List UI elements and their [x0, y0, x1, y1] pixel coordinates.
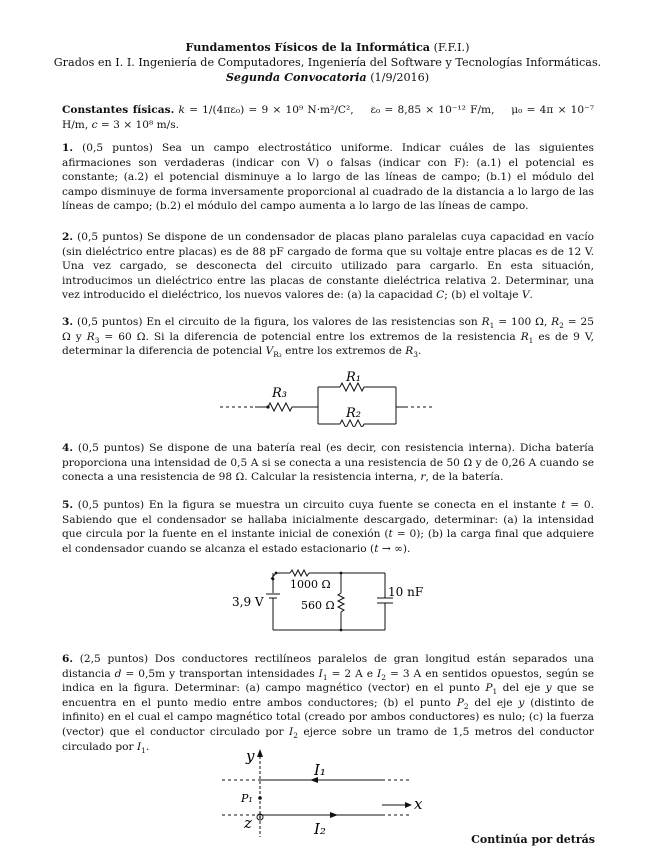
resistor-r3 [268, 403, 292, 411]
x-axis-arrow [405, 802, 412, 808]
q3-r3b: R [405, 345, 414, 358]
question-4 [62, 441, 594, 485]
course-title: Fundamentos Físicos de la Informática [185, 40, 431, 54]
const-mu: = 4π × 10⁻⁷ H/m, [62, 104, 594, 131]
q6-p1-sub: 1 [492, 687, 498, 697]
q6-text-4: = 3 A en sentidos opuestos, según se indica en la figura. Determinar: (a) campo magnético (vector) en el punto [62, 667, 594, 695]
y-axis-arrow [257, 749, 263, 757]
continue-note: Continúa por detrás [471, 833, 595, 846]
q2-var-c: C [436, 289, 445, 302]
q3-r3b-sub: 3 [413, 350, 418, 360]
label-z: z [244, 814, 252, 832]
label-i1: I₁ [314, 761, 326, 779]
q6-number: 6. [62, 653, 74, 665]
label-x: x [414, 795, 423, 813]
q5-t1: t [561, 499, 566, 511]
q6-i2: I [377, 667, 382, 680]
q6-y1: y [545, 682, 552, 695]
q6-text: (2,5 puntos) Dos conductores rectilíneos paralelos de gran longitud están separados una distancia [62, 653, 594, 680]
q2-text-end: . [529, 289, 533, 302]
q6-i2b-sub: 2 [293, 731, 298, 741]
const-k-name: k [178, 104, 185, 116]
question-1 [62, 141, 594, 214]
point-p1 [258, 796, 262, 800]
const-c: = 3 × 10⁸ m/s. [97, 118, 180, 131]
resistor-r2 [340, 420, 364, 427]
q3-text-7: . [417, 345, 422, 358]
course-abbr: (F.F.I.) [433, 41, 470, 54]
q5-t2: t [388, 528, 393, 541]
q3-text-5: es de 9 V, determinar la diferencia de potencial [62, 330, 594, 358]
q6-text-2: = 0,5m y transportan intensidades [121, 667, 319, 680]
label-i2: I₂ [314, 820, 326, 838]
q6-d: d [114, 667, 122, 680]
q5-t3: t [374, 542, 379, 555]
q2-var-v: V [521, 289, 530, 302]
q5-text-3: = 0); (b) la carga final que adquiere el condensador cuando se alcanza el estado estacionario ( [62, 528, 594, 555]
q3-r1: R [481, 316, 490, 328]
q6-i1-sub: 1 [322, 672, 328, 682]
question-3 [62, 315, 594, 359]
session-line [0, 70, 655, 85]
q3-text-3: = 25 Ω y [62, 316, 594, 343]
q3-r2: R [551, 316, 560, 328]
q6-i1b-sub: 1 [141, 745, 146, 755]
q3-text: (0,5 puntos) En el circuito de la figura, los valores de las resistencias son [76, 316, 482, 328]
label-r-560: 560 Ω [301, 599, 335, 612]
q3-r1b: R [520, 330, 529, 343]
label-p1: P₁ [241, 792, 253, 805]
wire-2-arrow [330, 812, 338, 818]
header-title-line [0, 40, 655, 55]
q6-i2-sub: 2 [381, 672, 386, 682]
resistor-1000 [290, 570, 309, 576]
q6-text-10: . [145, 740, 150, 753]
q4-text: (0,5 puntos) Se dispone de una batería real (es decir, con resistencia interna). Dicha batería proporciona una intensidad de 0,5 A si se conecta a una resistencia de 50 Ω y de 0,26 A cuando se conecta a una resistencia de 98 Ω. Calcular la resistencia interna, [62, 442, 595, 484]
q2-text-mid: ; (b) el voltaje [444, 289, 522, 302]
q3-r2-sub: 2 [559, 321, 564, 331]
figure-parallel-wires [222, 745, 432, 844]
q3-number: 3. [62, 316, 74, 328]
session-date: (1/9/2016) [370, 71, 430, 84]
question-5 [62, 498, 594, 556]
q6-i1: I [318, 667, 323, 680]
q5-number: 5. [62, 499, 74, 511]
q6-text-7: del eje [468, 696, 519, 709]
label-r3: R₃ [272, 386, 287, 401]
q3-r3-sub: 3 [94, 335, 100, 345]
q4-r: r [420, 471, 426, 484]
q2-number: 2. [62, 231, 74, 243]
const-k: = 1/(4πε₀) = 9 × 10⁹ N·m²/C², [184, 104, 354, 116]
q6-p2: P [456, 696, 464, 709]
q4-number: 4. [62, 442, 74, 454]
q6-text-3: = 2 A e [327, 667, 378, 680]
q3-r1b-sub: 1 [528, 335, 534, 345]
label-source: 3,9 V [232, 595, 264, 609]
label-r-1000: 1000 Ω [290, 578, 331, 591]
label-r1: R₁ [346, 370, 361, 385]
q6-p2-sub: 2 [463, 701, 469, 711]
q6-text-8: (distinto de infinito) en el cual el campo magnético total (creado por ambos conductores) es nulo; (c) la fuerza (vector) que el conductor circulado por [62, 696, 594, 738]
const-c-name: c [91, 118, 98, 131]
q3-r3: R [86, 330, 95, 343]
const-eps-name: ε₀ [370, 104, 381, 116]
q3-r1-sub: 1 [489, 321, 495, 331]
q6-text-5: del eje [497, 682, 546, 695]
q3-text-6: entre los extremos de [281, 345, 406, 358]
q1-text: (0,5 puntos) Sea un campo electrostático uniforme. Indicar cuáles de las siguientes afirmaciones son verdaderas (indicar con V) o falsas (indicar con F): (a.1) el potencial es constante; (a.2) el potencial disminuye a lo largo de las líneas de campo; (b.1) el módulo del campo disminuye de forma inversamente proporcional al cuadrado de la distancia a lo largo de las líneas de campo; (b.2) el módulo del campo aumenta a lo largo de las líneas de campo. [62, 142, 594, 213]
q5-text-4: → ∞). [378, 542, 411, 555]
q6-text-6: que se encuentra en el punto medio entre ambos conductores; (b) el punto [62, 682, 594, 709]
q3-text-2: = 100 Ω, [494, 316, 552, 328]
resistor-560 [338, 593, 344, 612]
constants-block [62, 103, 594, 132]
q6-text-9: ejerce sobre un tramo de 1,5 metros del conductor circulado por [62, 725, 594, 753]
q6-p1: P [485, 682, 493, 695]
q4-text-2: , de la batería. [425, 471, 504, 484]
label-y: y [246, 747, 255, 765]
label-cap: 10 nF [388, 585, 424, 599]
q6-i2b: I [289, 725, 294, 738]
q6-y2: y [518, 696, 525, 709]
q3-text-4: = 60 Ω. Si la diferencia de potencial entre los extremos de la resistencia [99, 330, 521, 343]
q3-vr3-sub: R₃ [273, 350, 282, 360]
exam-header [0, 40, 655, 85]
question-6 [62, 652, 594, 754]
constants-label: Constantes físicas. [62, 104, 175, 116]
label-r2: R₂ [346, 406, 361, 421]
q6-i1b: I [136, 740, 142, 753]
question-2 [62, 230, 594, 303]
q3-vr3: V [265, 345, 274, 358]
figure-resistor-circuit [220, 365, 435, 431]
figure-rc-circuit [228, 563, 428, 639]
const-mu-name: μ₀ [511, 104, 523, 116]
degree-programs: Grados en I. I. Ingeniería de Computadores, Ingeniería del Software y Tecnologías Informáticas. [53, 56, 602, 69]
q5-text: (0,5 puntos) En la figura se muestra un circuito cuya fuente se conecta en el instante [77, 499, 562, 511]
q1-number: 1. [62, 142, 74, 154]
q5-text-2: = 0. Sabiendo que el condensador se hallaba inicialmente descargado, determinar: (a) la intensidad que circula por la fuente en el instante inicial de conexión ( [62, 499, 594, 541]
q2-text: (0,5 puntos) Se dispone de un condensador de placas plano paralelas cuya capacidad en vacío (sin dieléctrico entre placas) es de 88 pF cargado de forma que su voltaje entre placas es de 12 V. Una vez cargado, se desconecta del circuito utilizado para cargarlo. En esta situación, introducimos un dieléctrico entre las placas de constante dieléctrica relativa 2. Determinar, una vez introducido el dieléctrico, los nuevos valores de: (a) la capacidad [62, 231, 594, 302]
session-name: Segunda Convocatoria [225, 70, 367, 84]
const-eps: = 8,85 × 10⁻¹² F/m, [380, 104, 495, 116]
